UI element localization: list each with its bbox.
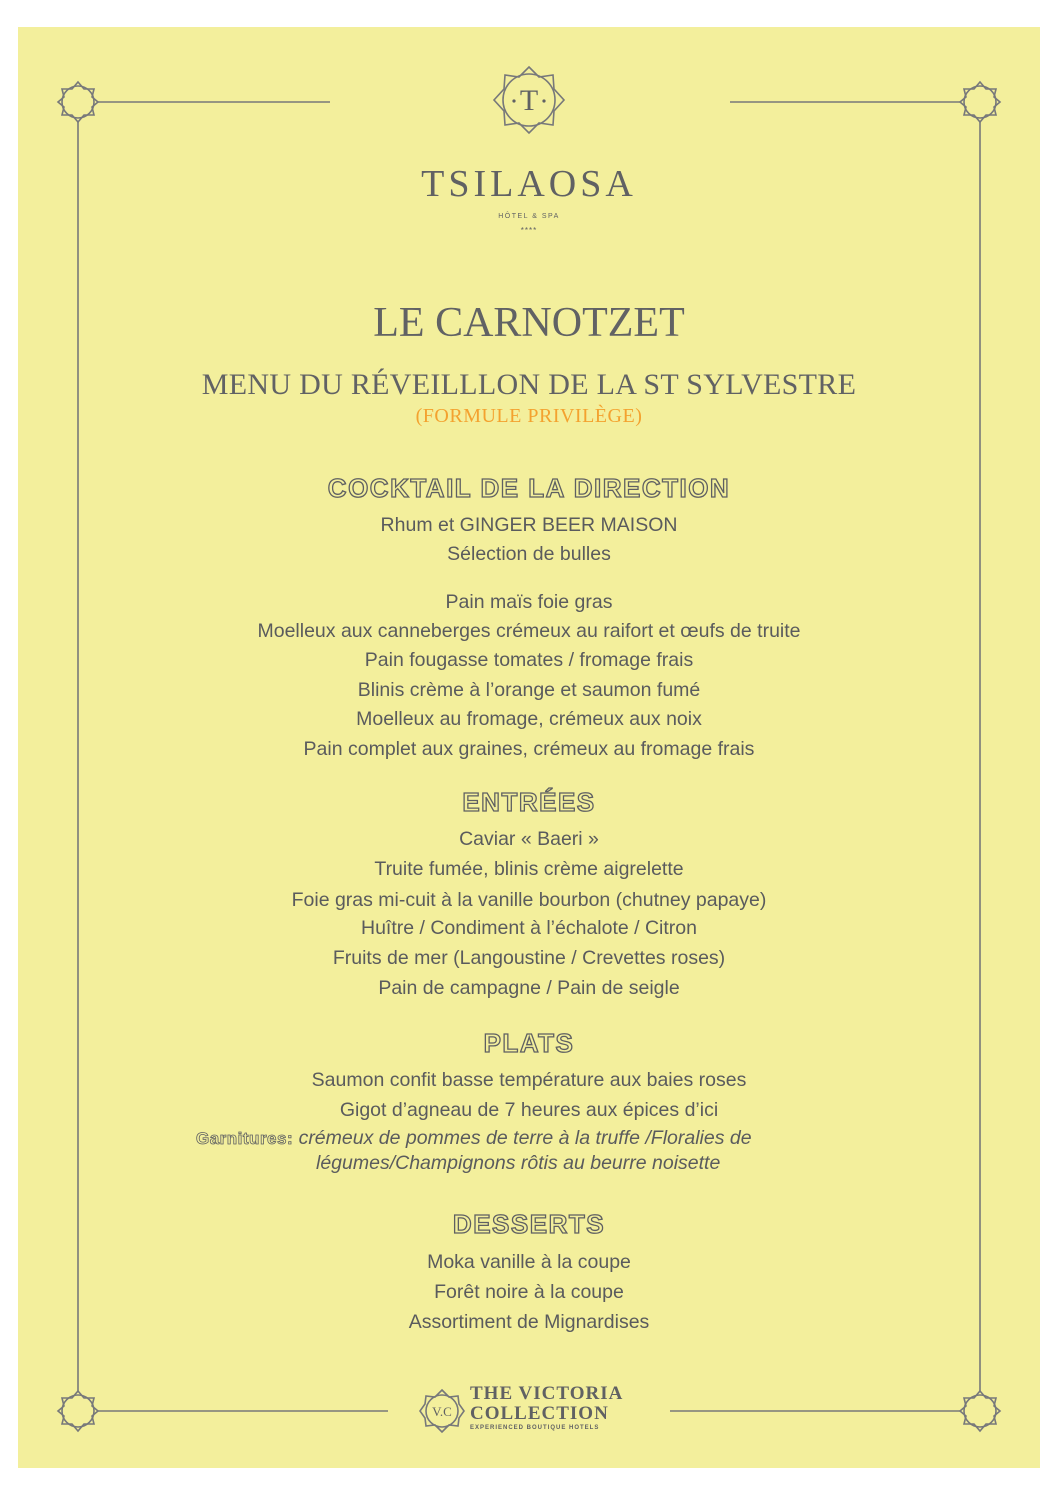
- formula-subtitle: (FORMULE PRIVILÈGE): [415, 405, 643, 427]
- footer-tagline: EXPERIENCED BOUTIQUE HOTELS: [470, 1425, 600, 1431]
- garnish-line-2: [18, 1151, 1040, 1176]
- menu-item: Foie gras mi-cuit à la vanille bourbon (chutney papaye): [291, 889, 767, 911]
- section-title-entrees: ENTRÉES: [462, 787, 596, 817]
- corner-ornament-br: [960, 1391, 1000, 1431]
- menu-item: Moelleux aux canneberges crémeux au raifort et œufs de truite: [257, 620, 801, 642]
- footer-brand-line-1: THE VICTORIA: [470, 1383, 624, 1404]
- menu-item: Huître / Condiment à l’échalote / Citron: [361, 917, 697, 939]
- menu-item: Assortiment de Mignardises: [408, 1311, 650, 1333]
- garnish-text-2: légumes/Champignons rôtis au beurre noisette: [316, 1152, 721, 1174]
- menu-item: Moelleux au fromage, crémeux aux noix: [356, 708, 702, 730]
- hotel-subtitle: HÔTEL & SPA: [498, 213, 560, 220]
- footer-brand-line-2: COLLECTION: [470, 1403, 609, 1424]
- garnish-line-1: [18, 1126, 1040, 1151]
- menu-title: MENU DU RÉVEILLLON DE LA ST SYLVESTRE: [201, 368, 857, 401]
- menu-item: Rhum et GINGER BEER MAISON: [380, 514, 678, 536]
- menu-item: Pain de campagne / Pain de seigle: [378, 977, 680, 999]
- corner-ornament-bl: [58, 1391, 98, 1431]
- menu-item: Moka vanille à la coupe: [427, 1251, 631, 1273]
- section-title-plats: PLATS: [483, 1028, 575, 1058]
- hotel-name: TSILAOSA: [421, 163, 637, 205]
- menu-item: Pain complet aux graines, crémeux au fromage frais: [303, 738, 755, 760]
- logo-letter: T: [519, 84, 539, 117]
- restaurant-name: LE CARNOTZET: [373, 300, 685, 346]
- menu-item: Truite fumée, blinis crème aigrelette: [374, 858, 684, 880]
- menu-item: Fruits de mer (Langoustine / Crevettes roses): [332, 947, 726, 969]
- menu-item: Pain maïs foie gras: [445, 591, 613, 613]
- menu-item: Saumon confit basse température aux baies roses: [311, 1069, 747, 1091]
- corner-ornament-tl: [58, 82, 98, 122]
- garnish-text-1: crémeux de pommes de terre à la truffe /Floralies de: [298, 1127, 752, 1149]
- menu-item: Pain fougasse tomates / fromage frais: [364, 649, 694, 671]
- corner-ornament-tr: [960, 82, 1000, 122]
- section-title-cocktail: COCKTAIL DE LA DIRECTION: [327, 473, 731, 503]
- menu-item: Forêt noire à la coupe: [434, 1281, 624, 1303]
- section-title-desserts: DESSERTS: [452, 1209, 606, 1239]
- menu-item: Sélection de bulles: [447, 543, 611, 565]
- footer-badge-letters: V.C: [432, 1404, 452, 1419]
- hotel-stars: ****: [520, 226, 538, 235]
- menu-item: Gigot d’agneau de 7 heures aux épices d’ici: [339, 1099, 719, 1121]
- menu-item: Blinis crème à l’orange et saumon fumé: [357, 679, 701, 701]
- menu-page: [18, 27, 1040, 1468]
- garnish-label: Garnitures:: [196, 1129, 294, 1148]
- menu-item: Caviar « Baeri »: [459, 828, 599, 850]
